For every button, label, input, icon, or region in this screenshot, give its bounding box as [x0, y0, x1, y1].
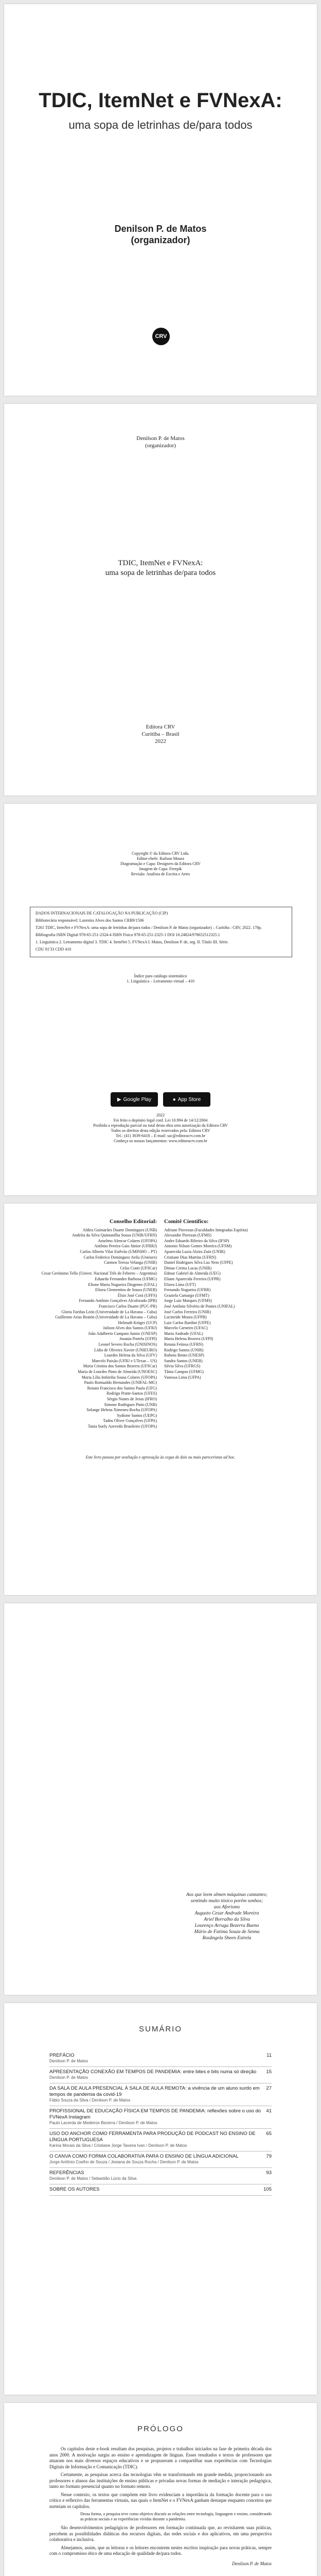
scientific-member: Marcelo Carneiro (UFAC): [164, 1326, 208, 1331]
toc-entry-title: PROFISSIONAL DE EDUCAÇÃO FÍSICA EM TEMPOS DE PANDEMIA: reflexões sobre o uso do FVNexA Instagram: [49, 2108, 261, 2120]
credit-line: Editor-chefe: Railson Moura: [137, 856, 184, 861]
credit-line: Diagramação e Capa: Designers da Editora CRV: [120, 861, 201, 866]
editorial-member: Paulo Romualdo Hernandes (UNIFAL-MG): [84, 1380, 157, 1385]
publication-year: 2022: [155, 738, 166, 744]
book-title: TDIC, ItemNet e FVNexA:: [118, 559, 203, 567]
toc-list: [49, 2050, 272, 2196]
scientific-member: Adriane Piovezan (Faculdades Integradas Espírita): [164, 1227, 248, 1232]
toc-entry[interactable]: [49, 2083, 272, 2106]
editorial-member: Carlos Alberto Vilar Estêvão (UMINHO – PT): [80, 1249, 157, 1254]
toc-entry-page: 79: [266, 2154, 272, 2159]
toc-entry-title: PREFÁCIO: [49, 2053, 75, 2058]
google-play-button[interactable]: [111, 1092, 158, 1107]
catalog-isbn: Bibliografia ISBN Digital 978-65-251-2324-4 ISBN Físico 978-65-251-2325-1 DOI 10.24824/978652512325.1: [35, 933, 220, 937]
council-page: [4, 1204, 317, 1595]
toc-line: [49, 2108, 272, 2121]
publisher-name: Editora CRV: [146, 724, 175, 730]
publisher-city: Curitiba – Brasil: [141, 731, 180, 737]
scientific-member: Maria Helena Bezerra (UFPI): [164, 1336, 213, 1342]
prologo-signature: Denilson P. de Matos: [232, 2561, 272, 2566]
dedication-line: sentindo muito tóxico porém sonhos;: [190, 1899, 263, 1904]
publisher-logo: CRV: [152, 328, 170, 345]
scientific-member: Rodrigo Santos (UNIR): [164, 1347, 204, 1352]
toc-entry[interactable]: [49, 2168, 272, 2184]
toc-line: [49, 2069, 272, 2075]
editorial-member: Solange Helena Ximenes-Rocha (UFOPA): [86, 1408, 157, 1413]
prologo-paragraph: Os capítulos deste e-book resultam dos pesquisas, projetos e trabalhos iniciados na fase de primeira década dos anos 2000. A motivação surgiu ao ensino e aprendizagem de línguas. Esses resultados e textos de professores que atuaram nos mais diversos espaços educativos e se propuseram a compartilhar suas experiências com Tecnologias Digitais de Informação e Comunicação (TDIC).: [49, 2446, 272, 2469]
editorial-member: Renato Francisco dos Santos Paula (UFG): [87, 1385, 157, 1391]
half-title-title: [4, 558, 317, 578]
scientific-member: Elizeu Lima (UFT): [164, 1282, 196, 1287]
app-store-label: App Store: [177, 1096, 201, 1103]
toc-entry-page: 41: [266, 2108, 272, 2114]
copyright-credits: [4, 851, 317, 877]
dedication-page: [4, 1603, 317, 1995]
scientific-member: Vanessa Lima (UFPA): [164, 1375, 201, 1380]
half-title-page: [4, 404, 317, 795]
editorial-member: Marcelo Paixão (UFRJ e UTexas – US): [92, 1358, 157, 1363]
app-store-button[interactable]: [163, 1092, 210, 1107]
toc-entry-title: O CANVA COMO FORMA COLABORATIVA PARA O ENSINO DE LÍNGUA ADICIONAL: [49, 2154, 239, 2159]
prologo-title: PRÓLOGO: [137, 2425, 184, 2433]
editorial-board: [35, 1219, 157, 1430]
catalog-header: DADOS INTERNACIONAIS DE CATALOGAÇÃO NA PUBLICAÇÃO (CIP): [35, 911, 168, 916]
scientific-member: Maria Andrade (UFAL): [164, 1331, 203, 1336]
cover-subtitle: uma sopa de letrinhas de/para todos: [68, 118, 253, 131]
toc-entry-title: USO DO ANCHOR COMO FERRAMENTA PARA PRODUÇÃO DE PODCAST NO ENSINO DE LÍNGUA PORTUGUESA: [49, 2131, 256, 2143]
dedication-line: Lourenço Arruga Bezerra Bueno: [194, 1923, 259, 1928]
book-subtitle: uma sopa de letrinhas de/para todos: [105, 569, 216, 577]
editorial-member: Simone Rodrigues Pinto (UNB): [104, 1402, 157, 1407]
scientific-member: Fernando Nogueira (UFRR): [164, 1287, 211, 1293]
catalog-cdd: CDU 81'33 CDD 410: [35, 947, 72, 952]
index-entry: 1. Linguística – Letramento virtual – 410: [127, 979, 194, 984]
toc-line: [49, 2154, 272, 2160]
editorial-member: Lourdes Helena da Silva (UFV): [104, 1353, 157, 1358]
google-play-label: Google Play: [123, 1096, 152, 1103]
toc-entry[interactable]: [49, 2151, 272, 2168]
catalog-entry: T261 TDIC, ItemNet e FVNexA: uma sopa de letrinhas de/para todos / Denilson P. de Matos (organizador) – Curitiba : CRV, 2022. 178p.: [35, 925, 262, 930]
organizer-role: (organizador): [131, 235, 190, 245]
apple-icon: ●: [172, 1096, 176, 1103]
editorial-member: Sydione Santos (UEPG): [117, 1413, 157, 1418]
toc-line: [49, 2053, 272, 2059]
cover-page: [4, 4, 317, 396]
editorial-member: Tania Suely Azevedo Brasileiro (UFOPA): [87, 1423, 157, 1429]
credit-line: Imagem de Capa: Freepik: [139, 867, 182, 871]
toc-entry-title: SOBRE OS AUTORES: [49, 2187, 100, 2192]
editorial-member: Jailson Alves dos Santos (UFRJ): [103, 1326, 157, 1331]
scientific-member: Edmar Gabriel de Almeida (UEG): [164, 1271, 221, 1276]
half-title-author: [4, 435, 317, 449]
toc-entry-author: Paulo Lacerda de Medeiros Bezerra / Denilson P. de Matos: [49, 2121, 157, 2125]
prologo-paragraph: Certamente, as pesquisas acerca das tecnologias vêm se transformando em grande medida, proporcionando aos professores e alunos das instituições de ensino públicas e privadas novas formas de mediação e interação pedagógica, tanto no formato presencial quanto no formato remoto.: [49, 2472, 272, 2489]
council-columns: [35, 1219, 286, 1430]
legal-line: Todos os direitos desta edição reservados pela: Editora CRV: [111, 1128, 210, 1133]
toc-entry-page: 93: [266, 2170, 272, 2176]
editorial-member: Sérgio Nunes de Jesus (IFRO): [106, 1397, 157, 1401]
scientific-member: José Carlos Ferreira (UNIR): [164, 1309, 211, 1314]
toc-entry-page: 11: [266, 2053, 272, 2058]
organizer-name: Denilson P. de Matos: [114, 224, 207, 234]
editorial-member: Eduardo Fernandes Barbosa (UFMG): [95, 1276, 157, 1281]
scientific-member: Antonio Nilson Gomes Moreira (UFSM): [164, 1244, 232, 1249]
index-title: Índice para catálogo sistemático: [134, 974, 187, 978]
legal-line: Tel.: (41) 3039-6418 – E-mail: sac@editoracrv.com.br: [115, 1133, 206, 1138]
editorial-member: Guillermo Arias Beatón (Universidade de La Havana – Cuba): [55, 1315, 157, 1320]
catalog-librarian: Bibliotecária responsável: Luzenira Alves dos Santos CRB9/1506: [35, 918, 144, 923]
editorial-member: Leonel Severo Rocha (UNISINOS): [98, 1342, 157, 1347]
editorial-member: Elione Maria Nogueira Diogenes (UFAL): [88, 1282, 157, 1287]
editorial-member: Maria de Lourdes Pinto de Almeida (UNOESC): [78, 1369, 157, 1375]
dedication-line: Augusto Cesar Andrade Moreira: [194, 1911, 259, 1916]
cip-catalog-card: [30, 907, 292, 957]
dedication-block: [173, 1892, 281, 1941]
editorial-member: Anselmo Alencar Colares (UFOPA): [97, 1238, 157, 1243]
editorial-member: Antônio Pereira Gaio Júnior (UFRRJ): [94, 1244, 157, 1249]
editorial-member: Aldira Guimarães Duarte Domínguez (UNB): [82, 1227, 157, 1232]
scientific-member: Luiz Carlos Bardini (UFPE): [164, 1320, 211, 1325]
scientific-member: Silvia Silva (UFRGS): [164, 1364, 201, 1369]
dedication-line: Rosângela Sheen Estrela: [202, 1936, 252, 1941]
toc-line: [49, 2187, 272, 2193]
scientific-member: Graziela Camargo (UFMT): [164, 1293, 209, 1298]
play-icon: ▶: [117, 1096, 121, 1103]
credit-line: Revisão: Analista de Escrita e Artes: [131, 872, 190, 876]
scientific-member: Eliane Aparecida Ferreira (UFPR): [164, 1276, 221, 1281]
dedication-line: Ariel Borralho da Silva: [204, 1917, 250, 1922]
scientific-member: Tânia Campos (UFMG): [164, 1369, 204, 1375]
dedication-line: Mário de Fatima Souza de Senna: [194, 1929, 260, 1935]
toc-entry-author: Denilson P. de Matos / Sebastião Lúcio da Silva: [49, 2176, 137, 2181]
toc-entry[interactable]: [49, 2067, 272, 2083]
scientific-member: Sandra Santos (UNEB): [164, 1358, 203, 1363]
imprint: [4, 723, 317, 745]
editorial-member: Carlos Federico Dominguez Avila (Unieuro): [83, 1255, 157, 1260]
editorial-member: Lídia de Oliveira Xavier (UNIEURO): [94, 1347, 157, 1352]
toc-entry[interactable]: [49, 2106, 272, 2129]
editorial-board-list: [35, 1228, 157, 1430]
editorial-member: Maria Lília Imbiriba Sousa Colares (UFOPA): [81, 1375, 157, 1380]
cover-title: TDIC, ItemNet e FVNexA:: [39, 89, 282, 112]
scientific-member: Cristiane Dias Martins (UFRN): [164, 1255, 217, 1260]
editorial-member: Helmuth Krüger (UCP): [118, 1320, 157, 1325]
toc-entry[interactable]: [49, 2129, 272, 2151]
editorial-member: Francisco Carlos Duarte (PUC-PR): [98, 1303, 157, 1309]
peer-review-note: Este livro passou por avaliação e aprovação às cegas de dois ou mais pareceristas ad hoc.: [85, 1455, 236, 1460]
scientific-member: Daniel Rodrigues Silva Luz Neto (UFPE): [164, 1260, 233, 1265]
author-name: Denilson P. de Matos: [136, 435, 185, 442]
toc-entry-page: 65: [266, 2131, 272, 2137]
prologo-paragraph: Nesse contexto, os textos que compõem este livro evidenciam a importância da formação docente para o uso crítico e reflexivo das ferramentas virtuais, nas quais o ItemNet e o FVNexA ganham destaque enquanto conceitos que norteiam os capítulos.: [49, 2492, 272, 2509]
editorial-member: Gloria Fariñas León (Universidade de La Havana – Cuba): [61, 1309, 157, 1314]
toc-entry-page: 15: [266, 2069, 272, 2075]
toc-entry-author: Denilson P. de Matos: [49, 2059, 88, 2063]
prologo-quote: Dessa forma, a pesquisa teve como objetivo discutir as relações entre tecnologia, linguagem e ensino, considerando as práticas sociais e as experiências vividas durante a pandemia.: [80, 2512, 272, 2521]
legal-line: Conheça os nossos lançamentos: www.editoracrv.com.br: [114, 1139, 207, 1143]
prologo-paragraph: São desenvolvimentos pedagógicos de professores em formação continuada que, ao revisitarem suas práticas, percebem as possibilidades didáticas dos recursos digitais, das redes sociais e dos aplicativos, em uma perspectiva colaborativa e inclusiva.: [49, 2525, 272, 2542]
legal-line: Foi feito o depósito legal conf. Lei 10.994 de 14/12/2004: [113, 1118, 208, 1123]
copyright-page: [4, 804, 317, 1195]
editorial-member: Elizeu Clementino de Souza (UNEB): [95, 1287, 157, 1293]
scientific-member: Alexandre Pierezan (UFMS): [164, 1233, 211, 1238]
dedication-line: aos Aforismo: [213, 1905, 240, 1910]
toc-entry-title: DA SALA DE AULA PRESENCIAL À SALA DE AULA REMOTA: a vivência de um aluno surdo em tempos de pandemia da covid-19: [49, 2086, 260, 2097]
scientific-member: José Antônio Silvério de Pontes (UNIFAL): [164, 1303, 235, 1309]
editorial-member: Carmen Tereza Velanga (UNIR): [104, 1260, 157, 1265]
editorial-member: Josania Portela (UFPI): [119, 1336, 157, 1342]
scientific-member: Dimas Crema Lucas (UNIR): [164, 1265, 212, 1270]
toc-entry-author: Karina Morais da Silva / Cristiane Jorge Taveira Ivan / Denilson P. de Matos: [49, 2143, 187, 2148]
editorial-member: Maria Cristina dos Santos Bezerra (UFSCar): [83, 1364, 157, 1369]
toc-page: [4, 2003, 317, 2395]
toc-line: [49, 2086, 272, 2098]
editorial-member: Andréia da Silva Quintanilha Sousa (UNIR/UFRN): [72, 1233, 157, 1238]
scientific-committee-title: Comitê Científico:: [164, 1218, 209, 1225]
cover-organizer: [4, 223, 317, 246]
catalog-index: [4, 974, 317, 984]
store-badges: [4, 1092, 317, 1107]
toc-entry[interactable]: [49, 2184, 272, 2196]
toc-entry-author: Denilson P. de Matos: [49, 2075, 88, 2080]
editorial-member: Cesar Gerónimo Tello (Univer. Nacional Três de Febrero – Argentina): [41, 1271, 157, 1276]
catalog-subjects: 1. Linguística 2. Letramento digital 3. TDIC 4. ItemNet 5. FVNexA I. Matos, Denilson P. de, org. II. Título III. Série.: [35, 940, 229, 944]
editorial-member: Rodrigo Pratte-Santos (UFES): [106, 1391, 157, 1396]
scientific-member: Rubens Bento (UNESP): [164, 1353, 204, 1358]
scientific-committee: [164, 1219, 286, 1430]
toc-entry-page: 105: [263, 2187, 272, 2192]
editorial-member: Celso Conti (UFSCar): [120, 1265, 157, 1270]
editorial-member: Fernando Antônio Gonçalves Alcoforado (IPB): [79, 1298, 157, 1303]
scientific-member: Jorge Luiz Marques (UFMS): [164, 1298, 212, 1303]
scientific-member: Renata Feitosa (UFRN): [164, 1342, 203, 1347]
prologo-page: [4, 2403, 317, 2576]
credit-line: Copyright © da Editora CRV Ltda.: [132, 851, 189, 856]
toc-entry-title: APRESENTAÇÃO CONEXÃO EM TEMPOS DE PANDEMIA: entre bites e bits numa só direção: [49, 2069, 257, 2075]
legal-block: [4, 1113, 317, 1144]
toc-entry-author: Fábio Souza da Silva / Denilson P. de Matos: [49, 2098, 131, 2103]
legal-line: Proibida a reprodução parcial ou total desta obra sem autorização da Editora CRV: [93, 1123, 228, 1128]
toc-line: [49, 2131, 272, 2143]
toc-title: SUMÁRIO: [138, 2025, 182, 2033]
scientific-member: Aparecida Luzia Alzira Zuin (UNIR): [164, 1249, 225, 1254]
scientific-member: Lucineide Moura (UFPB): [164, 1315, 207, 1320]
editorial-member: João Adalberto Campato Junior (UNESP): [88, 1331, 157, 1336]
scientific-committee-list: [164, 1228, 286, 1381]
dedication-line: Aos que leem sêmen máquinas cantantes;: [186, 1892, 268, 1897]
author-role: (organizador): [145, 443, 176, 449]
toc-entry-author: Jorge Antônio Coelho de Souza / Jesiana de Souza Rocha / Denilson P. de Matos: [49, 2160, 199, 2164]
scientific-member: Andre Eduardo Ribeiro da Silva (IFSP): [164, 1238, 229, 1243]
toc-entry-page: 27: [266, 2086, 272, 2091]
editorial-member: Tadeu Oliver Gonçalves (UFPA): [103, 1418, 157, 1423]
prologo-paragraph: Almejamos, assim, que as leitoras e os leitores encontrem nestes escritos inspiração para novas práticas, sempre com o compromisso ético de uma educação de qualidade de/para todos.: [49, 2545, 272, 2556]
prologo-body: [49, 2446, 272, 2567]
toc-line: [49, 2170, 272, 2176]
editorial-member: Élsio José Corá (UFFS): [117, 1293, 157, 1298]
toc-entry-title: REFERÊNCIAS: [49, 2170, 84, 2176]
editorial-board-title: Conselho Editorial:: [110, 1218, 157, 1225]
toc-entry[interactable]: [49, 2050, 272, 2067]
copyright-year: 2022: [156, 1113, 165, 1117]
